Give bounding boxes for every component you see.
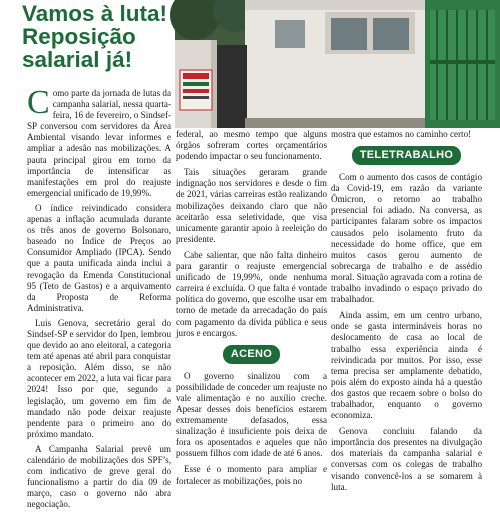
headline (22, 2, 172, 71)
headline-line-1: Vamos à luta! (22, 1, 168, 26)
paragraph: Tais situações geraram grande indignação nos servidores e desde o fim de 2021, várias carreiras estão realizando mobilizações deixando claro que não aceitarão essa seletividade, que visa unicamente garantir apoio à reeleição do presidente. (176, 167, 327, 244)
protest-sign (180, 70, 212, 110)
article-column-2 (176, 129, 327, 492)
section-heading-aceno: ACENO (223, 345, 280, 364)
drop-cap: C (27, 84, 50, 121)
green-gate (425, 0, 500, 128)
paragraph: A Campanha Salarial prevê um calendário de mobilizações dos SPF’s, com indicativo de greve geral do funcionalismo a partir do dia 09 de março, caso o governo não abra negociação. (27, 443, 171, 510)
protest-photo (175, 0, 500, 128)
paragraph (27, 84, 171, 199)
paragraph: O governo sinalizou com a possibilidade de conceder um reajuste no vale alimentação e no auxílio creche. Apesar desses dois benefícios estarem extremamente defasados, essa sinalização é insuficiente pois deixa de fora os aposentados e aqueles que não possuem filhos com idade de até 6 anos. (176, 370, 327, 459)
paragraph: mostra que estamos no caminho certo! (331, 129, 472, 139)
paragraph: Luis Genova, secretário geral do Sindsef-SP e servidor do Ipen, lembrou que devido ao ano eleitoral, a categoria tem até apenas até abril para conquistar a reposição. Além disso, se não acontecer em 2022, a luta vai ficar para 2024! Isso por que, segundo a legislação, um governo em fim de mandado não pode deixar reajuste pendente para o primeiro ano do próximo mandato. (27, 317, 171, 439)
headline-line-2: Reposição (22, 24, 136, 49)
article-column-1 (27, 84, 171, 514)
section-heading-teletrabalho: TELETRABALHO (352, 146, 461, 165)
paragraph: Genova concluiu falando da importância dos presentes na divulgação dos materiais da campanha salarial e conversas com os colegas de trabalho visando convencê-los a se somarem à luta. (331, 426, 482, 492)
paragraph: Esse é o momento para ampliar e fortalecer as mobilizações, pois no (176, 464, 327, 486)
paragraph: Cabe salientar, que não falta dinheiro para garantir o reajuste emergencial unificado de 19,99%, onde nenhuma carreira é excluída. O que falta é vontade política do governo, que escolhe usar em torno de metade da arrecadação do país com pagamento da dívida pública e seus juros e encargos. (176, 249, 327, 338)
photo-illustration (175, 0, 500, 128)
paragraph: Ainda assim, em um centro urbano, onde se gasta intermináveis horas no deslocamento de casa ao local de trabalho essa experiência ainda é reivindicada por muitos. Por isso, esse tema precisa ser amplamente debatido, pois além do exposto ainda há a questão dos gastos que recaem sobre o bolso do trabalhador, enquanto o governo economiza. (331, 310, 482, 421)
paragraph: federal, ao mesmo tempo que alguns órgãos sofreram cortes orçamentários podendo impactar o seu funcionamento. (176, 129, 327, 162)
paragraph-text: omo parte da jornada de lutas da campanha salarial, nessa quarta-feira, 16 de fevereiro, o Sindsef-SP conversou com servidores da Área Ambiental visando levar informes e ampliar a adesão nas mobilizações. A pauta principal girou em torno da importância de intensificar as manifestações em prol do reajuste emergencial unificado de 19,99%. (27, 88, 171, 198)
headline-line-3: salarial já! (22, 47, 133, 72)
paragraph: Com o aumento dos casos de contágio da Covid-19, em razão da variante Ômicron, o retorno ao trabalho presencial foi adiado. Na conversa, as participantes falaram sobre os impactos causados pelo isolamento fruto da necessidade do home office, que em muitos casos gerou aumento de sobrecarga de trabalho e de assédio moral. Situação agravada com a rotina de trabalho invadindo o espaço privado do trabalhador. (331, 172, 482, 305)
paragraph: O índice reivindicado considera apenas a inflação acumulada durante os três anos de governo Bolsonaro, baseado no Índice de Preços ao Consumidor Ampliado (IPCA). Sendo que a pauta unificada ainda inclui a revogação da Emenda Constitucional 95 (Teto de Gastos) e a arquivamento da Proposta de Reforma Administrativa. (27, 202, 171, 313)
article-column-3 (331, 129, 482, 498)
